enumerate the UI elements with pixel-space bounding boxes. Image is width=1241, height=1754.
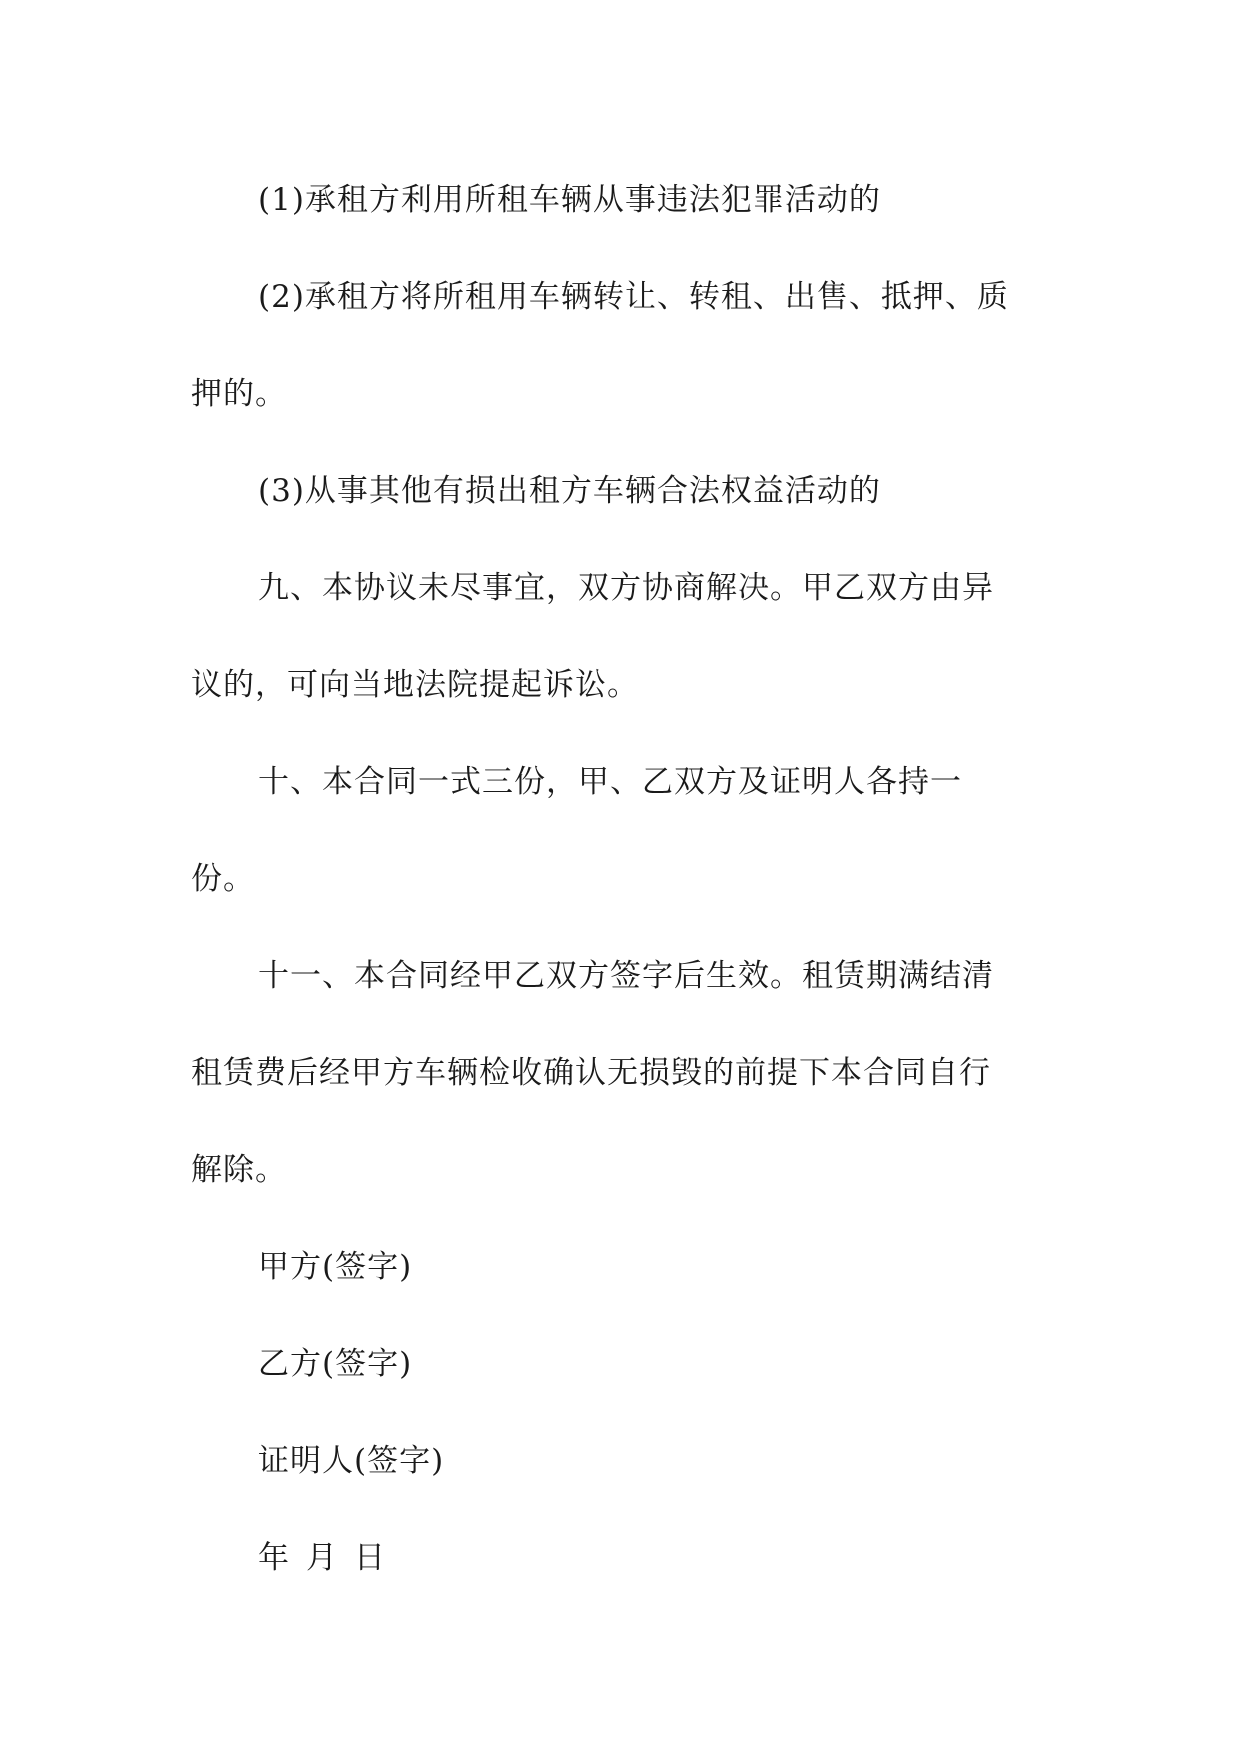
- date-day-label: 日: [354, 1540, 386, 1576]
- clause-9-line-2: 议的，可向当地法院提起诉讼。: [191, 667, 639, 703]
- witness-signature-label: 证明人(签字): [258, 1443, 445, 1479]
- party-b-signature-label: 乙方(签字): [258, 1346, 413, 1382]
- clause-11-line-1: 十一、本合同经甲乙双方签字后生效。租赁期满结清: [258, 958, 994, 994]
- clause-8-item-2-line-1: (2)承租方将所租用车辆转让、转租、出售、抵押、质: [258, 279, 1009, 315]
- clause-10-line-1: 十、本合同一式三份，甲、乙双方及证明人各持一: [258, 764, 962, 800]
- clause-9-line-1: 九、本协议未尽事宜，双方协商解决。甲乙双方由异: [258, 570, 994, 606]
- clause-8-item-3: (3)从事其他有损出租方车辆合法权益活动的: [258, 473, 881, 509]
- clause-11-line-3: 解除。: [191, 1152, 287, 1188]
- clause-8-item-2-line-2: 押的。: [191, 376, 287, 412]
- clause-10-line-2: 份。: [191, 861, 255, 897]
- clause-8-item-1: (1)承租方利用所租车辆从事违法犯罪活动的: [258, 182, 881, 218]
- clause-11-line-2: 租赁费后经甲方车辆检收确认无损毁的前提下本合同自行: [191, 1055, 991, 1091]
- date-month-label: 月: [306, 1540, 338, 1576]
- party-a-signature-label: 甲方(签字): [258, 1249, 413, 1285]
- date-year-label: 年: [258, 1540, 290, 1576]
- date-line: [0, 1528, 1241, 1588]
